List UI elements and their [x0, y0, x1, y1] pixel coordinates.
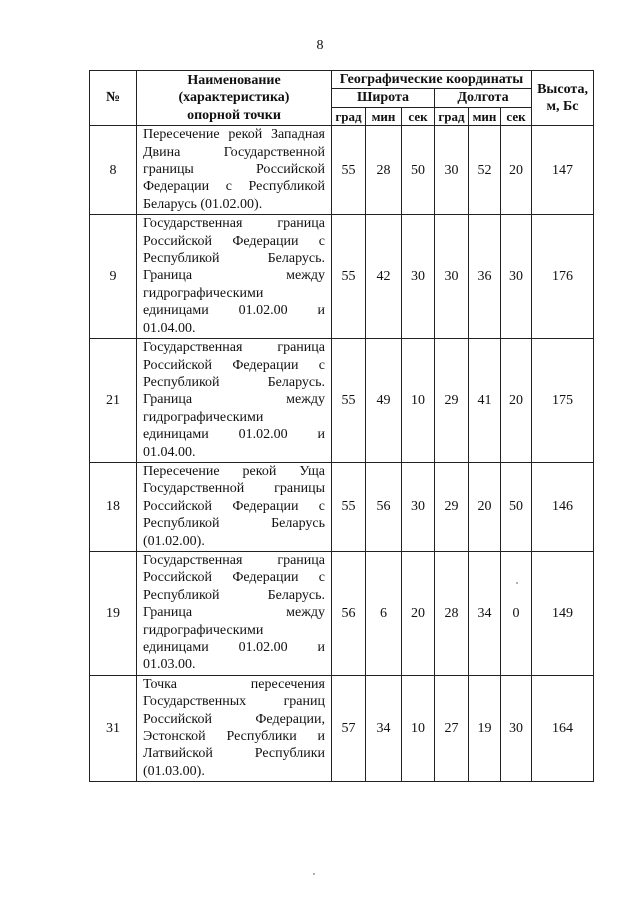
- row-lon-sec: 20: [501, 126, 532, 215]
- table-header: [90, 71, 594, 126]
- row-height: 164: [532, 675, 594, 781]
- header-height-line1: Высота,: [537, 81, 588, 97]
- row-name: Пересечение рекой Уща Государственной границы Российской Федерации с Республикой Беларусь (01.02.00).: [137, 462, 332, 551]
- header-lat-sec: сек: [402, 107, 435, 125]
- header-lon-sec: сек: [501, 107, 532, 125]
- row-lon-deg: 29: [435, 339, 469, 463]
- header-latitude: Широта: [332, 89, 435, 107]
- row-number: 19: [90, 551, 137, 675]
- row-lon-deg: 30: [435, 215, 469, 339]
- row-lon-min: 52: [469, 126, 501, 215]
- header-lat-min: мин: [366, 107, 402, 125]
- row-name: Государственная граница Российской Федерации с Республикой Беларусь. Граница между гидрографическими единицами 01.02.00 и 01.04.00.: [137, 339, 332, 463]
- header-lon-min: мин: [469, 107, 501, 125]
- row-lat-deg: 55: [332, 126, 366, 215]
- table-row: [90, 675, 594, 781]
- row-lon-min: 41: [469, 339, 501, 463]
- row-lon-min: 34: [469, 551, 501, 675]
- row-lat-sec: 30: [402, 215, 435, 339]
- scan-speck: [516, 582, 518, 584]
- row-lon-sec: 0: [501, 551, 532, 675]
- row-number: 18: [90, 462, 137, 551]
- row-lat-sec: 10: [402, 675, 435, 781]
- header-name-line2: (характеристика): [178, 90, 290, 106]
- row-number: 31: [90, 675, 137, 781]
- row-lon-deg: 28: [435, 551, 469, 675]
- row-lat-deg: 56: [332, 551, 366, 675]
- row-lat-deg: 55: [332, 462, 366, 551]
- header-name: [137, 71, 332, 126]
- row-lon-min: 19: [469, 675, 501, 781]
- row-lat-sec: 20: [402, 551, 435, 675]
- row-name: Точка пересечения Государственных границ Российской Федерации, Эстонской Республики и Латвийской Республики (01.03.00).: [137, 675, 332, 781]
- row-lon-sec: 50: [501, 462, 532, 551]
- row-height: 176: [532, 215, 594, 339]
- row-lon-deg: 27: [435, 675, 469, 781]
- table-row: [90, 462, 594, 551]
- row-lat-min: 56: [366, 462, 402, 551]
- table-body: [90, 126, 594, 782]
- reference-points-table: [89, 70, 594, 782]
- row-height: 147: [532, 126, 594, 215]
- header-height: [532, 71, 594, 126]
- table-row: [90, 215, 594, 339]
- row-lon-min: 20: [469, 462, 501, 551]
- header-name-line1: Наименование: [187, 73, 281, 88]
- row-lat-sec: 50: [402, 126, 435, 215]
- header-lat-deg: град: [332, 107, 366, 125]
- row-height: 149: [532, 551, 594, 675]
- row-height: 146: [532, 462, 594, 551]
- header-lon-deg: град: [435, 107, 469, 125]
- table-row: [90, 551, 594, 675]
- header-name-line3: опорной точки: [187, 107, 281, 123]
- header-geo-coordinates: Географические координаты: [332, 71, 532, 89]
- row-lon-sec: 30: [501, 675, 532, 781]
- row-lat-deg: 57: [332, 675, 366, 781]
- row-name: Государственная граница Российской Федерации с Республикой Беларусь. Граница между гидрографическими единицами 01.02.00 и 01.03.00.: [137, 551, 332, 675]
- row-lat-deg: 55: [332, 339, 366, 463]
- row-lat-sec: 30: [402, 462, 435, 551]
- header-height-line2: м, Бс: [546, 99, 579, 115]
- row-lon-min: 36: [469, 215, 501, 339]
- row-name: Пересечение рекой Западная Двина Государственной границы Российской Федерации с Республикой Беларусь (01.02.00).: [137, 126, 332, 215]
- row-lon-deg: 29: [435, 462, 469, 551]
- header-longitude: Долгота: [435, 89, 532, 107]
- header-number: №: [90, 71, 137, 126]
- row-number: 8: [90, 126, 137, 215]
- scan-speck: [313, 873, 315, 875]
- row-lon-sec: 20: [501, 339, 532, 463]
- row-height: 175: [532, 339, 594, 463]
- row-lat-min: 6: [366, 551, 402, 675]
- row-number: 21: [90, 339, 137, 463]
- row-lat-min: 34: [366, 675, 402, 781]
- row-lon-sec: 30: [501, 215, 532, 339]
- row-name: Государственная граница Российской Федерации с Республикой Беларусь. Граница между гидрографическими единицами 01.02.00 и 01.04.00.: [137, 215, 332, 339]
- row-lat-sec: 10: [402, 339, 435, 463]
- row-lon-deg: 30: [435, 126, 469, 215]
- table-row: [90, 126, 594, 215]
- row-lat-min: 42: [366, 215, 402, 339]
- table-row: [90, 339, 594, 463]
- row-lat-min: 28: [366, 126, 402, 215]
- row-lat-deg: 55: [332, 215, 366, 339]
- page-number: 8: [316, 38, 324, 53]
- row-lat-min: 49: [366, 339, 402, 463]
- row-number: 9: [90, 215, 137, 339]
